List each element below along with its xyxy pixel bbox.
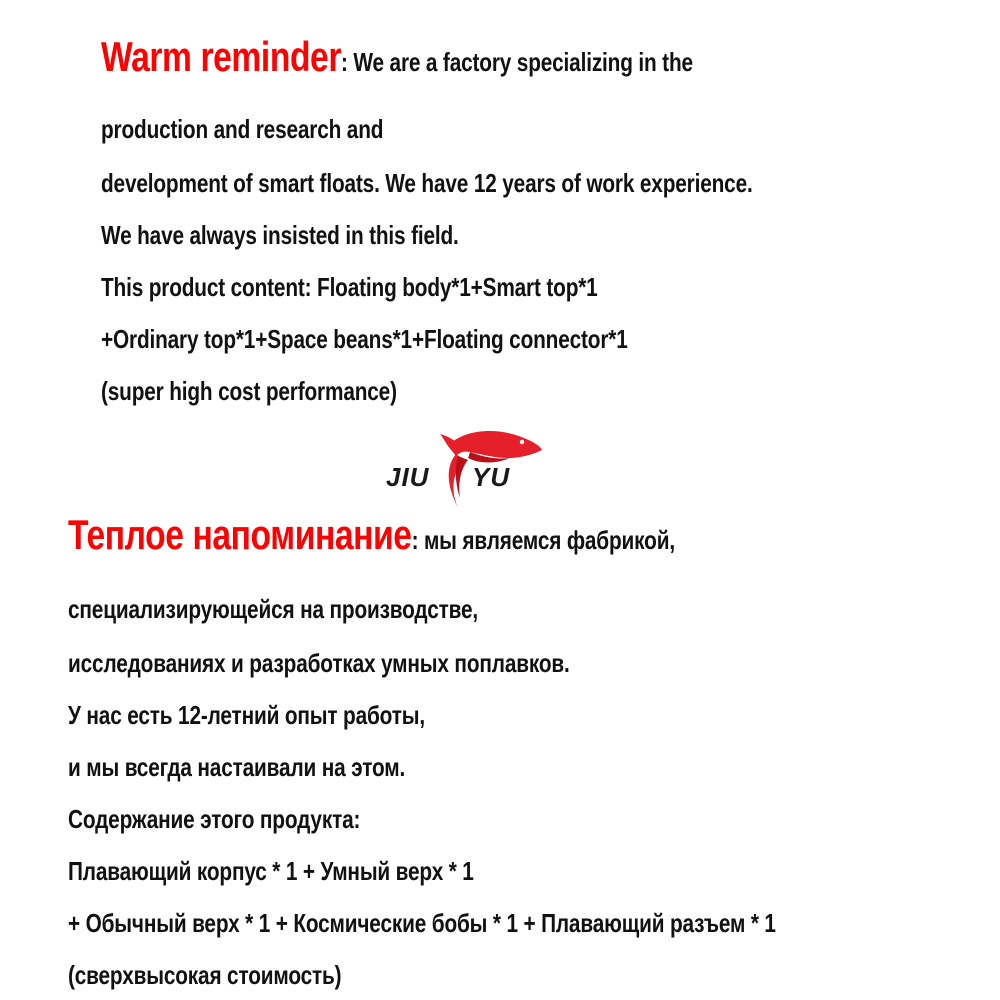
en-text-line: This product content: Floating body*1+Smart top*1: [101, 272, 598, 302]
ru-text-line: (сверхвысокая стоимость): [68, 960, 342, 990]
ru-text-line: специализирующейся на производстве,: [68, 594, 479, 624]
ru-text-line: + Обычный верх * 1 + Космические бобы * 1 + Плавающий разъем * 1: [68, 908, 776, 938]
ru-heading-line: [68, 511, 675, 558]
en-heading-line: [101, 33, 693, 80]
ru-text-line: Содержание этого продукта:: [68, 804, 361, 834]
en-text-line: +Ordinary top*1+Space beans*1+Floating connector*1: [101, 324, 628, 354]
en-text-line: production and research and: [101, 114, 384, 144]
ru-intro-text: : мы являемся фабрикой,: [411, 525, 675, 555]
ru-heading: Теплое напоминание: [68, 511, 412, 558]
ru-text-line: и мы всегда настаивали на этом.: [68, 752, 406, 782]
logo-text-left: JIU: [386, 462, 430, 492]
logo-text-right: YU: [472, 462, 511, 492]
en-heading: Warm reminder: [101, 33, 342, 80]
en-intro-text: : We are a factory specializing in the: [341, 47, 693, 77]
ru-text-line: Плавающий корпус * 1 + Умный верх * 1: [68, 856, 474, 886]
brand-logo: [384, 424, 544, 514]
en-text-line: development of smart floats. We have 12 years of work experience.: [101, 168, 753, 198]
ru-text-line: исследованиях и разработках умных поплавков.: [68, 648, 570, 678]
en-text-line: We have always insisted in this field.: [101, 220, 459, 250]
ru-text-line: У нас есть 12-летний опыт работы,: [68, 700, 425, 730]
en-text-line: (super high cost performance): [101, 376, 397, 406]
